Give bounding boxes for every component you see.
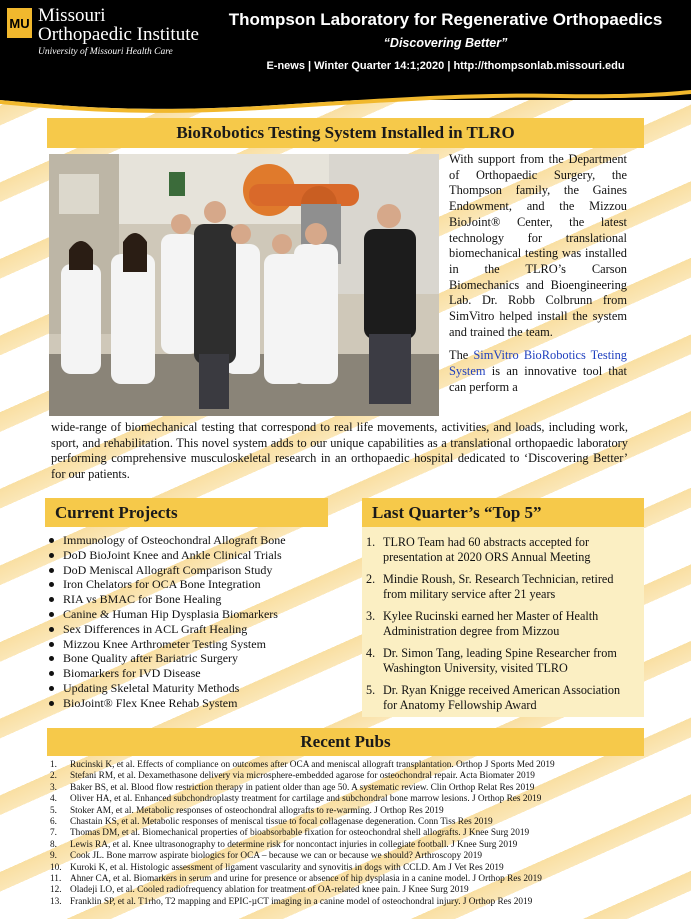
paragraph-2-suffix: is an innovative tool that can perform a xyxy=(449,364,627,394)
pub-citation: Kuroki K, et al. Histologic assessment of ligament vascularity and synovitis in dogs with CCLD. Am J Vet Res 2019 xyxy=(70,862,504,873)
project-item: DoD BioJoint Knee and Ankle Clinical Trials xyxy=(45,548,335,563)
pub-item xyxy=(50,885,650,896)
pub-citation: Stefani RM, et al. Dexamethasone delivery via microsphere-embedded agarose for osteochondral repair. Acta Biomater 2019 xyxy=(70,771,535,782)
project-item: Mizzou Knee Arthrometer Testing System xyxy=(45,637,335,652)
pub-citation: Oliver HA, et al. Enhanced subchondroplasty treatment for cartilage and subchondral bone marrow lesions. J Orthop Res 2019 xyxy=(70,794,542,805)
top5-number: 1. xyxy=(366,535,376,549)
top5-item xyxy=(366,646,636,676)
pub-item xyxy=(50,828,650,839)
top5-title: Last Quarter’s “Top 5” xyxy=(362,498,644,527)
top5-item xyxy=(366,535,636,565)
pub-number: 11. xyxy=(50,874,62,885)
pubs-list xyxy=(50,760,650,908)
project-item: Bone Quality after Bariatric Surgery xyxy=(45,651,335,666)
pub-citation: Cook JL. Bone marrow aspirate biologics for OCA – because we can or because we should? Arthroscopy 2019 xyxy=(70,851,483,862)
pub-number: 13. xyxy=(50,896,62,907)
article-body-wide: wide-range of biomechanical testing that correspond to real life movements, activities, and loads, including work, sport, and rehabilitation. This novel system adds to our unique capabilities as a translational orthopaedic laboratory performing comprehensive musculoskeletal research in an orthopaedic hospital dedicated to ‘Discovering Better’ for our patients. xyxy=(51,420,628,481)
pub-citation: Chastain KS, et al. Metabolic responses of meniscal tissue to focal collagenase degeneration. Conn Tiss Res 2019 xyxy=(70,817,493,828)
article-title: BioRobotics Testing System Installed in TLRO xyxy=(47,118,644,148)
pub-item xyxy=(50,817,650,828)
projects-title: Current Projects xyxy=(45,498,328,527)
top5-item xyxy=(366,572,636,602)
institute-logo xyxy=(38,6,199,57)
pub-item xyxy=(50,897,650,908)
pubs-title: Recent Pubs xyxy=(47,728,644,756)
pub-number: 1. xyxy=(50,760,57,770)
pub-item xyxy=(50,863,650,874)
pub-citation: Oladeji LO, et al. Cooled radiofrequency ablation for treatment of OA-related knee pain. J Knee Surg 2019 xyxy=(70,885,469,896)
pub-item xyxy=(50,783,650,794)
project-item: Biomarkers for IVD Disease xyxy=(45,666,335,681)
pub-citation: Baker BS, et al. Blood flow restriction therapy in patient older than age 50. A systematic review. Clin Orthop Relat Res 2019 xyxy=(70,782,535,793)
top5-item xyxy=(366,609,636,639)
project-item: Sex Differences in ACL Graft Healing xyxy=(45,622,335,637)
logo-line-3: University of Missouri Health Care xyxy=(38,47,173,57)
pub-number: 7. xyxy=(50,828,57,839)
pub-citation: Ahner CA, et al. Biomarkers in serum and urine for presence or absence of hip dysplasia in a canine model. J Orthop Res 2019 xyxy=(70,874,542,885)
paragraph-2-prefix: The xyxy=(449,348,474,363)
pub-item xyxy=(50,806,650,817)
top5-list xyxy=(366,535,636,720)
pub-item xyxy=(50,840,650,851)
logo-line-2: Orthopaedic Institute xyxy=(38,24,199,45)
lab-title: Thompson Laboratory for Regenerative Orthopaedics xyxy=(228,10,663,29)
top5-text: Mindie Roush, Sr. Research Technician, retired from military service after 21 years xyxy=(383,572,614,601)
pub-number: 5. xyxy=(50,805,57,816)
pub-item xyxy=(50,771,650,782)
pub-citation: Rucinski K, et al. Effects of compliance on outcomes after OCA and meniscal allograft transplantation. Orthop J Sports Med 2019 xyxy=(70,760,555,770)
pub-number: 6. xyxy=(50,817,57,828)
pub-citation: Lewis RA, et al. Knee ultrasonography to determine risk for noncontact injuries in collegiate football. J Knee Surg 2019 xyxy=(70,839,518,850)
pub-citation: Stoker AM, et al. Metabolic responses of osteochondral allografts to re-warming. J Orthop Res 2019 xyxy=(70,805,444,816)
team-photo-image xyxy=(49,154,439,416)
pub-number: 12. xyxy=(50,885,62,896)
projects-list xyxy=(45,533,335,711)
top5-text: Dr. Ryan Knigge received American Association for Anatomy Fellowship Award xyxy=(383,683,621,712)
top5-number: 3. xyxy=(366,609,376,623)
article-paragraph-1: With support from the Department of Orthopaedic Surgery, the Thompson family, the Gaines Endowment, and the Mizzou BioJoint® Center, the latest technology for translational biomechanical testing was installed in the TLRO’s Carson Biomechanics and Bioengineering Lab. Dr. Robb Colbrunn from SimVitro helped install the system and trained the team. xyxy=(449,152,627,339)
newsletter-info[interactable]: E-news | Winter Quarter 14:1;2020 | http://thompsonlab.missouri.edu xyxy=(266,60,625,72)
project-item: Canine & Human Hip Dysplasia Biomarkers xyxy=(45,607,335,622)
project-item: Iron Chelators for OCA Bone Integration xyxy=(45,577,335,592)
article-paragraph-2-start xyxy=(449,348,627,395)
pub-item xyxy=(50,874,650,885)
project-item: BioJoint® Flex Knee Rehab System xyxy=(45,696,335,711)
pub-item xyxy=(50,760,650,771)
project-item: Updating Skeletal Maturity Methods xyxy=(45,681,335,696)
top5-number: 5. xyxy=(366,683,376,697)
article-body-right xyxy=(449,152,627,404)
top5-number: 2. xyxy=(366,572,376,586)
lab-tagline: “Discovering Better” xyxy=(383,36,508,50)
mizzou-logo-icon xyxy=(7,8,32,38)
project-item: Immunology of Osteochondral Allograft Bone xyxy=(45,533,335,548)
pub-number: 8. xyxy=(50,839,57,850)
project-item: RIA vs BMAC for Bone Healing xyxy=(45,592,335,607)
pub-item xyxy=(50,794,650,805)
pub-number: 4. xyxy=(50,794,57,805)
pub-citation: Franklin SP, et al. T1rho, T2 mapping and EPIC-µCT imaging in a canine model of osteochondral injury. J Orthop Res 2019 xyxy=(70,896,533,907)
top5-number: 4. xyxy=(366,646,376,660)
pub-number: 9. xyxy=(50,851,57,862)
project-item: DoD Meniscal Allograft Comparison Study xyxy=(45,563,335,578)
team-photo xyxy=(49,154,439,416)
top5-item xyxy=(366,683,636,713)
pub-number: 10. xyxy=(50,862,62,873)
pub-item xyxy=(50,851,650,862)
top5-text: Dr. Simon Tang, leading Spine Researcher from Washington University, visited TLRO xyxy=(383,646,617,675)
logo-line-1: Missouri xyxy=(38,5,106,26)
pub-number: 2. xyxy=(50,771,57,782)
pub-number: 3. xyxy=(50,782,57,793)
top5-text: Kylee Rucinski earned her Master of Health Administration degree from Mizzou xyxy=(383,609,599,638)
pub-citation: Thomas DM, et al. Biomechanical properties of bioabsorbable fixation for osteochondral shell allografts. J Knee Surg 2019 xyxy=(70,828,530,839)
logo-mark-text: MU xyxy=(9,15,30,31)
top5-text: TLRO Team had 60 abstracts accepted for presentation at 2020 ORS Annual Meeting xyxy=(383,535,591,564)
simvitro-link[interactable]: SimVitro BioRobotics Testing System xyxy=(449,348,627,379)
